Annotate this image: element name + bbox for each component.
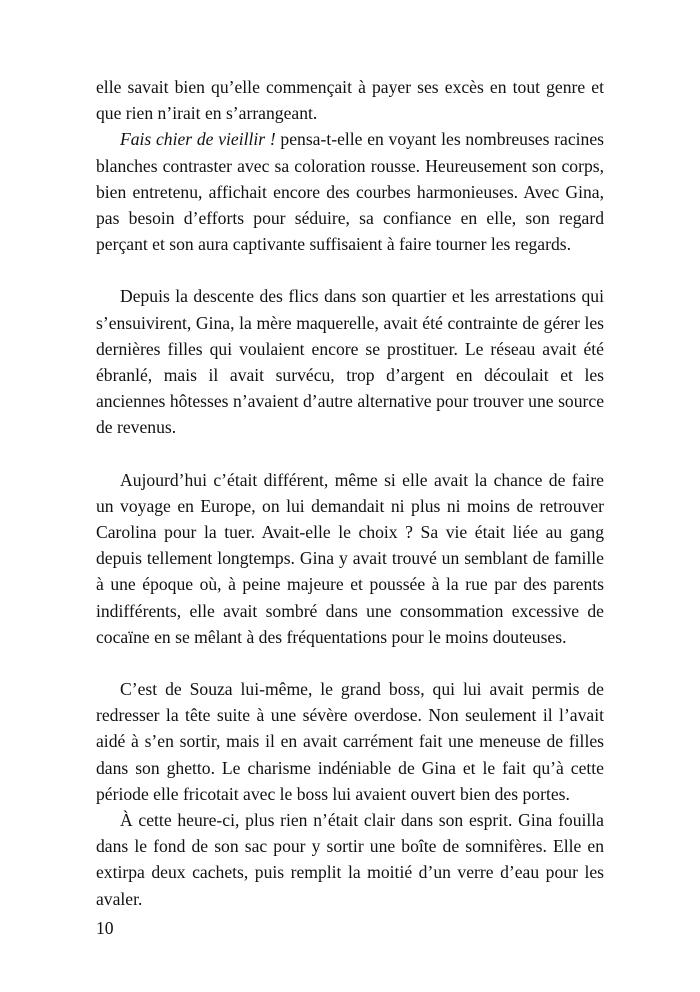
italic-thought: Fais chier de vieillir ! bbox=[120, 129, 276, 150]
paragraph-5: C’est de Souza lui-même, le grand boss, qui lui avait permis de redresser la tête suite à une sévère overdose. Non seulement il l’avait aidé à s’en sortir, mais il en avait carrément fait une meneuse de filles dans son ghetto. Le charisme indéniable de Gina et le fait qu’à cette période elle fricotait avec le boss lui avaient ouvert bien des portes. bbox=[96, 679, 604, 804]
paragraph-2 bbox=[96, 126, 604, 257]
page-number: 10 bbox=[96, 918, 114, 938]
page-body bbox=[96, 74, 604, 912]
paragraph-4: Aujourd’hui c’était différent, même si elle avait la chance de faire un voyage en Europe, on lui demandait ni plus ni moins de retrouver Carolina pour la tuer. Avait-elle le choix ? Sa vie était liée au gang depuis tellement longtemps. Gina y avait trouvé un semblant de famille à une époque où, à peine majeure et poussée à la rue par des parents indifférents, elle avait sombré dans une consommation excessive de cocaïne en se mêlant à des fréquentations pour le moins douteuses. bbox=[96, 469, 604, 647]
paragraph-2-text: pensa-t-elle en voyant les nombreuses racines blanches contraster avec sa coloration rousse. Heureusement son corps, bien entretenu, affichait encore des courbes harmonieuses. Avec Gina, pas besoin d’efforts pour séduire, sa confiance en elle, son regard perçant et son aura captivante suffisaient à faire tourner les regards. bbox=[96, 129, 604, 255]
paragraph-1: elle savait bien qu’elle commençait à payer ses excès en tout genre et que rien n’irait en s’arrangeant. bbox=[96, 77, 604, 124]
paragraph-6: À cette heure-ci, plus rien n’était clair dans son esprit. Gina fouilla dans le fond de son sac pour y sortir une boîte de somnifères. Elle en extirpa deux cachets, puis remplit la moitié d’un verre d’eau pour les avaler. bbox=[96, 810, 604, 909]
paragraph-3: Depuis la descente des flics dans son quartier et les arrestations qui s’ensuivirent, Gina, la mère maquerelle, avait été contrainte de gérer les dernières filles qui voulaient encore se prostituer. Le réseau avait été ébranlé, mais il avait survécu, trop d’argent en découlait et les anciennes hôtesses n’avaient d’autre alternative pour trouver une source de revenus. bbox=[96, 286, 604, 438]
